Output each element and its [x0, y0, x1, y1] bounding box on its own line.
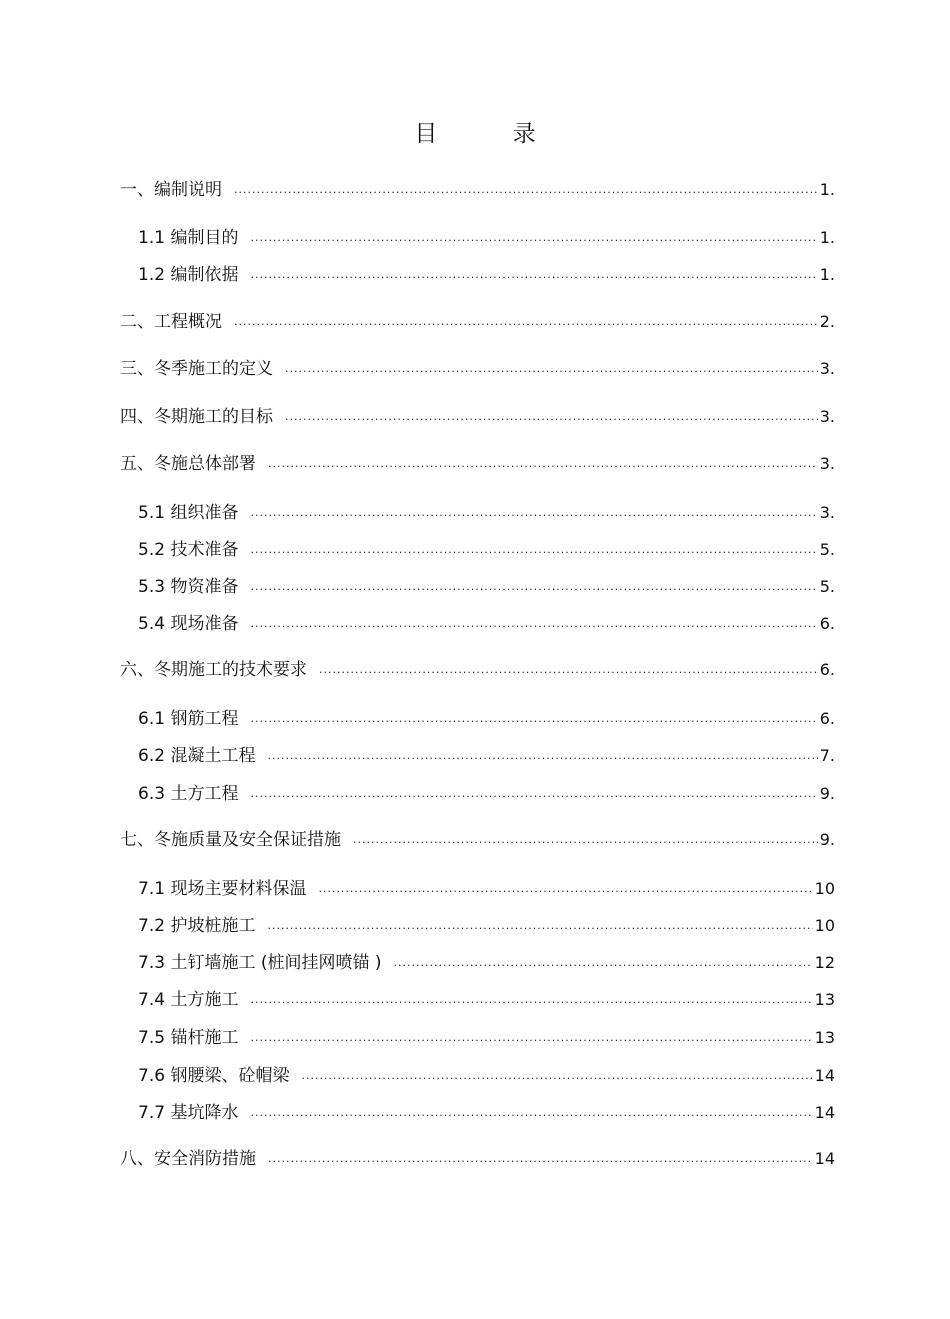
toc-dot-leader [267, 914, 812, 938]
page-title: 目 录 [414, 121, 570, 147]
toc-entry-label: 5.3 物资准备 [138, 577, 239, 597]
toc-entry-label: 六、冬期施工的技术要求 [120, 660, 307, 680]
toc-page-number: 5. [819, 577, 835, 596]
toc-dot-leader [285, 405, 818, 429]
toc-dot-leader [267, 744, 817, 768]
toc-subsection-row[interactable] [138, 501, 835, 527]
toc-page-number: 10 [814, 916, 835, 935]
toc-page-number: 2. [819, 312, 835, 331]
toc-page-number: 12 [814, 953, 835, 972]
toc-entry-label: 五、冬施总体部署 [120, 454, 256, 474]
toc-page-number: 9. [819, 784, 835, 803]
toc-subsection-row[interactable] [138, 1064, 835, 1090]
toc-subsection-row[interactable] [138, 782, 835, 808]
toc-subsection-row[interactable] [138, 707, 835, 733]
toc-entry-label: 6.3 土方工程 [138, 784, 239, 804]
toc-page-number: 3. [819, 503, 835, 522]
toc-dot-leader [250, 501, 817, 525]
toc-subsection-row[interactable] [138, 263, 835, 289]
toc-dot-leader [250, 575, 817, 599]
toc-dot-leader [285, 357, 818, 381]
toc-dot-leader [318, 877, 812, 901]
toc-subsection-row[interactable] [138, 1101, 835, 1127]
toc-dot-leader [319, 658, 818, 682]
toc-entry-label: 7.5 锚杆施工 [138, 1028, 239, 1048]
toc-section-row[interactable] [120, 310, 835, 336]
toc-page-number: 10 [814, 879, 835, 898]
toc-dot-leader [250, 1026, 812, 1050]
toc-entry-label: 七、冬施质量及安全保证措施 [120, 830, 341, 850]
toc-page-number: 7. [819, 746, 835, 765]
toc-page-number: 1. [819, 228, 835, 247]
toc-page-number: 6. [819, 709, 835, 728]
toc-page-number: 5. [819, 540, 835, 559]
toc-dot-leader [234, 178, 818, 202]
toc-entry-label: 6.2 混凝土工程 [138, 746, 256, 766]
toc-page-number: 3. [819, 359, 835, 378]
toc-entry-label: 7.1 现场主要材料保温 [138, 879, 307, 899]
toc-page-number: 14 [814, 1149, 835, 1168]
toc-entry-label: 八、安全消防措施 [120, 1149, 256, 1169]
toc-subsection-row[interactable] [138, 988, 835, 1014]
toc-subsection-row[interactable] [138, 538, 835, 564]
toc-dot-leader [250, 612, 817, 636]
toc-dot-leader [250, 1101, 812, 1125]
toc-dot-leader [250, 538, 817, 562]
toc-dot-leader [268, 452, 818, 476]
toc-entry-label: 5.4 现场准备 [138, 614, 239, 634]
toc-subsection-row[interactable] [138, 877, 835, 903]
toc-subsection-row[interactable] [138, 1026, 835, 1052]
toc-subsection-row[interactable] [138, 575, 835, 601]
toc-entry-label: 7.3 土钉墙施工 (桩间挂网喷锚 ) [138, 953, 382, 973]
toc-section-row[interactable] [120, 658, 835, 684]
toc-section-row[interactable] [120, 357, 835, 383]
toc-section-row[interactable] [120, 452, 835, 478]
toc-dot-leader [234, 310, 818, 334]
toc-dot-leader [250, 988, 812, 1012]
toc-page-number: 1. [819, 180, 835, 199]
toc-entry-label: 5.2 技术准备 [138, 540, 239, 560]
toc-entry-label: 三、冬季施工的定义 [120, 359, 273, 379]
toc-entry-label: 二、工程概况 [120, 312, 222, 332]
toc-entry-label: 1.1 编制目的 [138, 228, 239, 248]
toc-dot-leader [301, 1064, 812, 1088]
toc-page-number: 3. [819, 407, 835, 426]
toc-dot-leader [268, 1147, 813, 1171]
toc-subsection-row[interactable] [138, 744, 835, 770]
toc-dot-leader [250, 263, 817, 287]
toc-entry-label: 四、冬期施工的目标 [120, 407, 273, 427]
toc-entry-label: 5.1 组织准备 [138, 503, 239, 523]
toc-page-number: 1. [819, 265, 835, 284]
toc-entry-label: 7.4 土方施工 [138, 990, 239, 1010]
toc-entry-label: 7.7 基坑降水 [138, 1103, 239, 1123]
toc-subsection-row[interactable] [138, 612, 835, 638]
toc-page-number: 14 [814, 1066, 835, 1085]
toc-page-number: 3. [819, 454, 835, 473]
toc-dot-leader [394, 951, 813, 975]
toc-entry-label: 1.2 编制依据 [138, 265, 239, 285]
toc-entry-label: 7.6 钢腰梁、砼帽梁 [138, 1066, 290, 1086]
toc-subsection-row[interactable] [138, 226, 835, 252]
toc-section-row[interactable] [120, 178, 835, 204]
toc-subsection-row[interactable] [138, 914, 835, 940]
toc-dot-leader [250, 226, 817, 250]
toc-section-row[interactable] [120, 405, 835, 431]
toc-page-number: 14 [814, 1103, 835, 1122]
toc-entry-label: 一、编制说明 [120, 180, 222, 200]
toc-entry-label: 6.1 钢筋工程 [138, 709, 239, 729]
toc-dot-leader [250, 707, 817, 731]
toc-section-row[interactable] [120, 1147, 835, 1173]
toc-page-number: 13 [814, 1028, 835, 1047]
toc-page-number: 9. [819, 830, 835, 849]
toc-page-number: 6. [819, 660, 835, 679]
toc-page-number: 6. [819, 614, 835, 633]
toc-section-row[interactable] [120, 828, 835, 854]
toc-entry-label: 7.2 护坡桩施工 [138, 916, 256, 936]
toc-dot-leader [353, 828, 818, 852]
toc-subsection-row[interactable] [138, 951, 835, 977]
toc-dot-leader [250, 782, 817, 806]
toc-page-number: 13 [814, 990, 835, 1009]
